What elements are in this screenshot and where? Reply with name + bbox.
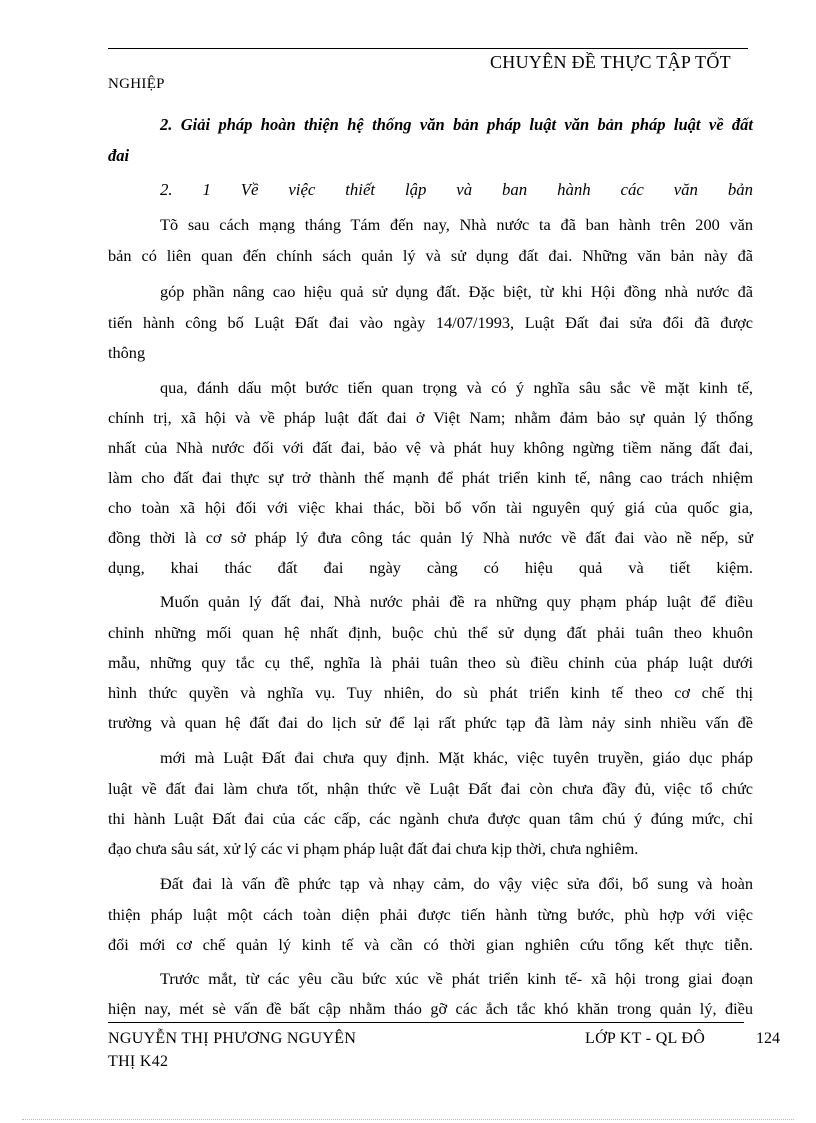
section-heading: 2. Giải pháp hoàn thiện hệ thống văn bản pháp luật văn bản pháp luật về đất <box>160 115 753 134</box>
subsection-heading: 2. 1 Về việc thiết lập và ban hành các văn bản <box>160 180 753 199</box>
paragraph-line: thi hành Luật Đất đai của các cấp, các ngành chưa được quan tâm chú ý đúng mức, chỉ <box>108 809 753 828</box>
paragraph-line: cho toàn xã hội đối với việc khai thác, bồi bổ vốn tài nguyên quý giá của quốc gia, <box>108 498 753 517</box>
footer-author: NGUYỄN THỊ PHƯƠNG NGUYÊN <box>108 1030 357 1047</box>
paragraph-line: đồng thời là cơ sở pháp lý đưa công tác quản lý Nhà nước về đất đai vào nề nếp, sử <box>108 528 753 547</box>
footer-rule <box>108 1022 744 1023</box>
paragraph-line: góp phần nâng cao hiệu quả sử dụng đất. Đặc biệt, từ khi Hội đồng nhà nước đã <box>160 282 753 301</box>
paragraph-line: Tõ sau cách mạng tháng Tám đến nay, Nhà nước ta đã ban hành trên 200 văn <box>160 215 753 234</box>
header-title-continuation: NGHIỆP <box>108 76 165 92</box>
paragraph-line: luật về đất đai làm chưa tốt, nhận thức về Luật Đất đai còn chưa đầy đủ, việc tổ chức <box>108 779 753 798</box>
page-bottom-border <box>22 1119 794 1120</box>
paragraph-line: hình thức quyền và nghĩa vụ. Tuy nhiên, do sù phát triển kinh tế theo cơ chế thị <box>108 683 753 702</box>
footer-author-continuation: THỊ K42 <box>108 1053 169 1070</box>
header-rule <box>108 48 748 49</box>
footer-class: LỚP KT - QL ĐÔ <box>585 1030 706 1047</box>
paragraph-line: tiến hành công bố Luật Đất đai vào ngày 14/07/1993, Luật Đất đai sửa đổi đã được <box>108 313 753 332</box>
section-heading-continuation: đai <box>108 146 130 165</box>
paragraph-line: dụng, khai thác đất đai ngày càng có hiệu quả và tiết kiệm. <box>108 558 753 577</box>
paragraph-line: hiện nay, mét sè vấn đề bất cập nhằm tháo gỡ các ắch tắc khó khăn trong quản lý, điều <box>108 999 753 1018</box>
paragraph-line: qua, đánh dấu một bước tiến quan trọng và có ý nghĩa sâu sắc về mặt kinh tế, <box>160 378 753 397</box>
paragraph-line: thiện pháp luật một cách toàn diện phải được tiến hành từng bước, phù hợp với việc <box>108 905 753 924</box>
paragraph-line: bản có liên quan đến chính sách quản lý và sử dụng đất đai. Những văn bản này đã <box>108 246 753 265</box>
paragraph-line: trường và quan hệ đất đai do lịch sử để lại rất phức tạp đã làm nảy sinh nhiều vấn đề <box>108 713 753 732</box>
paragraph-line: làm cho đất đai thực sự trở thành thế mạnh để phát triển kinh tế, nâng cao trách nhiệm <box>108 468 753 487</box>
paragraph-line: nhất của Nhà nước đối với đất đai, bảo vệ và phát huy không ngừng tiềm năng đất đai, <box>108 438 753 457</box>
paragraph-line: chính trị, xã hội và về pháp luật đất đai ở Việt Nam; nhằm đảm bảo sự quản lý thống <box>108 408 753 427</box>
paragraph-line: mới mà Luật Đất đai chưa quy định. Mặt khác, việc tuyên truyền, giáo dục pháp <box>160 748 753 767</box>
paragraph-line: mẫu, những quy tắc cụ thể, nghĩa là phải tuân theo sù điều chỉnh của pháp luật dưới <box>108 653 753 672</box>
paragraph-line: Muốn quản lý đất đai, Nhà nước phải đề ra những quy phạm pháp luật để điều <box>160 592 753 611</box>
paragraph-line: đổi mới cơ chế quản lý kinh tế và cần có thời gian nghiên cứu tổng kết thực tiễn. <box>108 935 753 954</box>
paragraph-line: đạo chưa sâu sát, xử lý các vi phạm pháp luật đất đai chưa kịp thời, chưa nghiêm. <box>108 839 639 858</box>
header-title: CHUYÊN ĐỀ THỰC TẬP TỐT <box>490 52 731 72</box>
paragraph-line: thông <box>108 343 146 362</box>
paragraph-line: Trước mắt, từ các yêu cầu bức xúc về phát triển kinh tế- xã hội trong giai đoạn <box>160 969 753 988</box>
paragraph-line: Đất đai là vấn đề phức tạp và nhạy cảm, do vậy việc sửa đổi, bổ sung và hoàn <box>160 874 753 893</box>
paragraph-line: chỉnh những mối quan hệ nhất định, buộc chủ thể sử dụng đất phải tuân theo khuôn <box>108 623 753 642</box>
page-number: 124 <box>756 1030 780 1047</box>
